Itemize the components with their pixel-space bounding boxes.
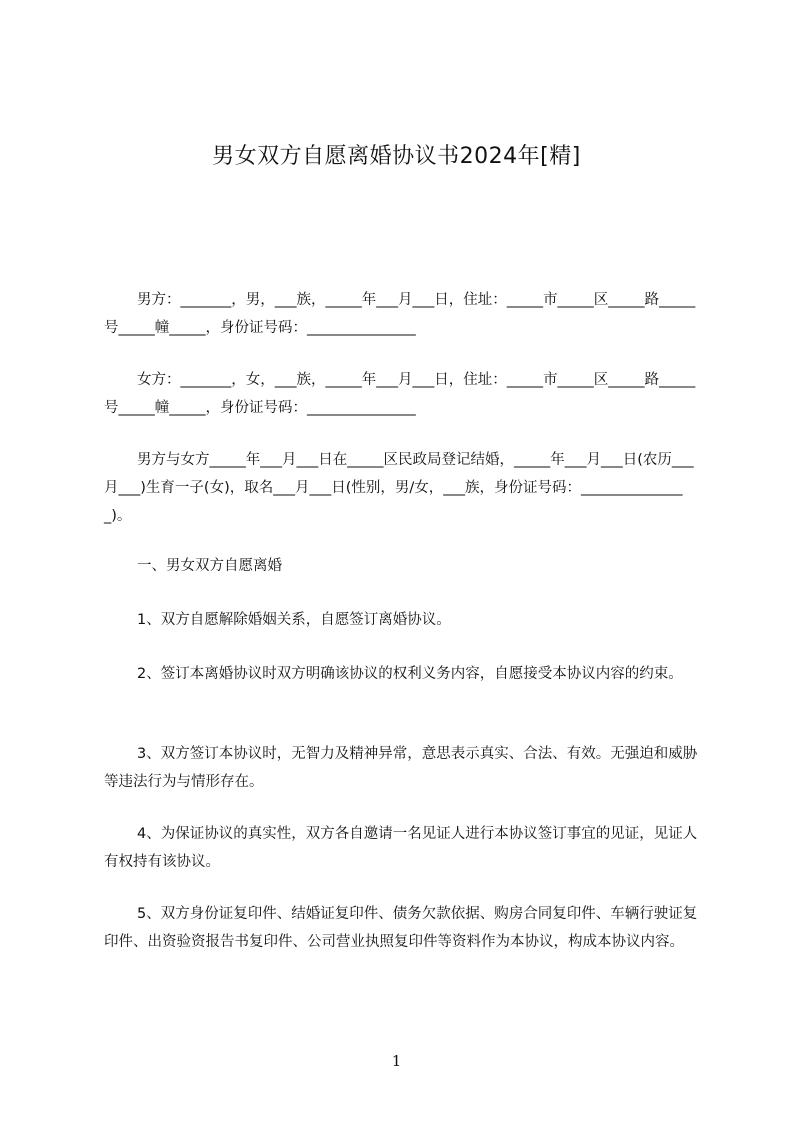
paragraph-marriage-info: 男方与女方_____年___月___日在_____区民政局登记结婚，_____年___月___日(农历___月___)生育一子(女)，取名___月___日(性别，男/女，___族，身份证号码：_______________)。	[104, 452, 694, 524]
page-number: 1	[391, 1052, 402, 1070]
paragraph-husband-info: 男方：_______，男，___族，_____年___月___日，住址：_____市_____区_____路_____号_____幢_____，身份证号码：_______________	[104, 292, 696, 336]
clause-5: 5、双方身份证复印件、结婚证复印件、债务欠款依据、购房合同复印件、车辆行驶证复印件、出资验资报告书复印件、公司营业执照复印件等资料作为本协议，构成本协议内容。	[104, 906, 698, 950]
document-title: 男女双方自愿离婚协议书2024年[精]	[212, 144, 581, 169]
clause-4: 4、为保证协议的真实性，双方各自邀请一名见证人进行本协议签订事宜的见证，见证人有权持有该协议。	[104, 826, 698, 870]
section-heading-1: 一、男女双方自愿离婚	[137, 558, 282, 574]
paragraph-wife-info: 女方：_______，女，___族，_____年___月___日，住址：_____市_____区_____路_____号_____幢_____，身份证号码：_______________	[104, 372, 696, 416]
clause-1: 1、双方自愿解除婚姻关系，自愿签订离婚协议。	[137, 612, 451, 628]
clause-2: 2、签订本离婚协议时双方明确该协议的权利义务内容，自愿接受本协议内容的约束。	[137, 666, 683, 682]
clause-3: 3、双方签订本协议时，无智力及精神异常，意思表示真实、合法、有效。无强迫和威胁等违法行为与情形存在。	[104, 746, 698, 790]
